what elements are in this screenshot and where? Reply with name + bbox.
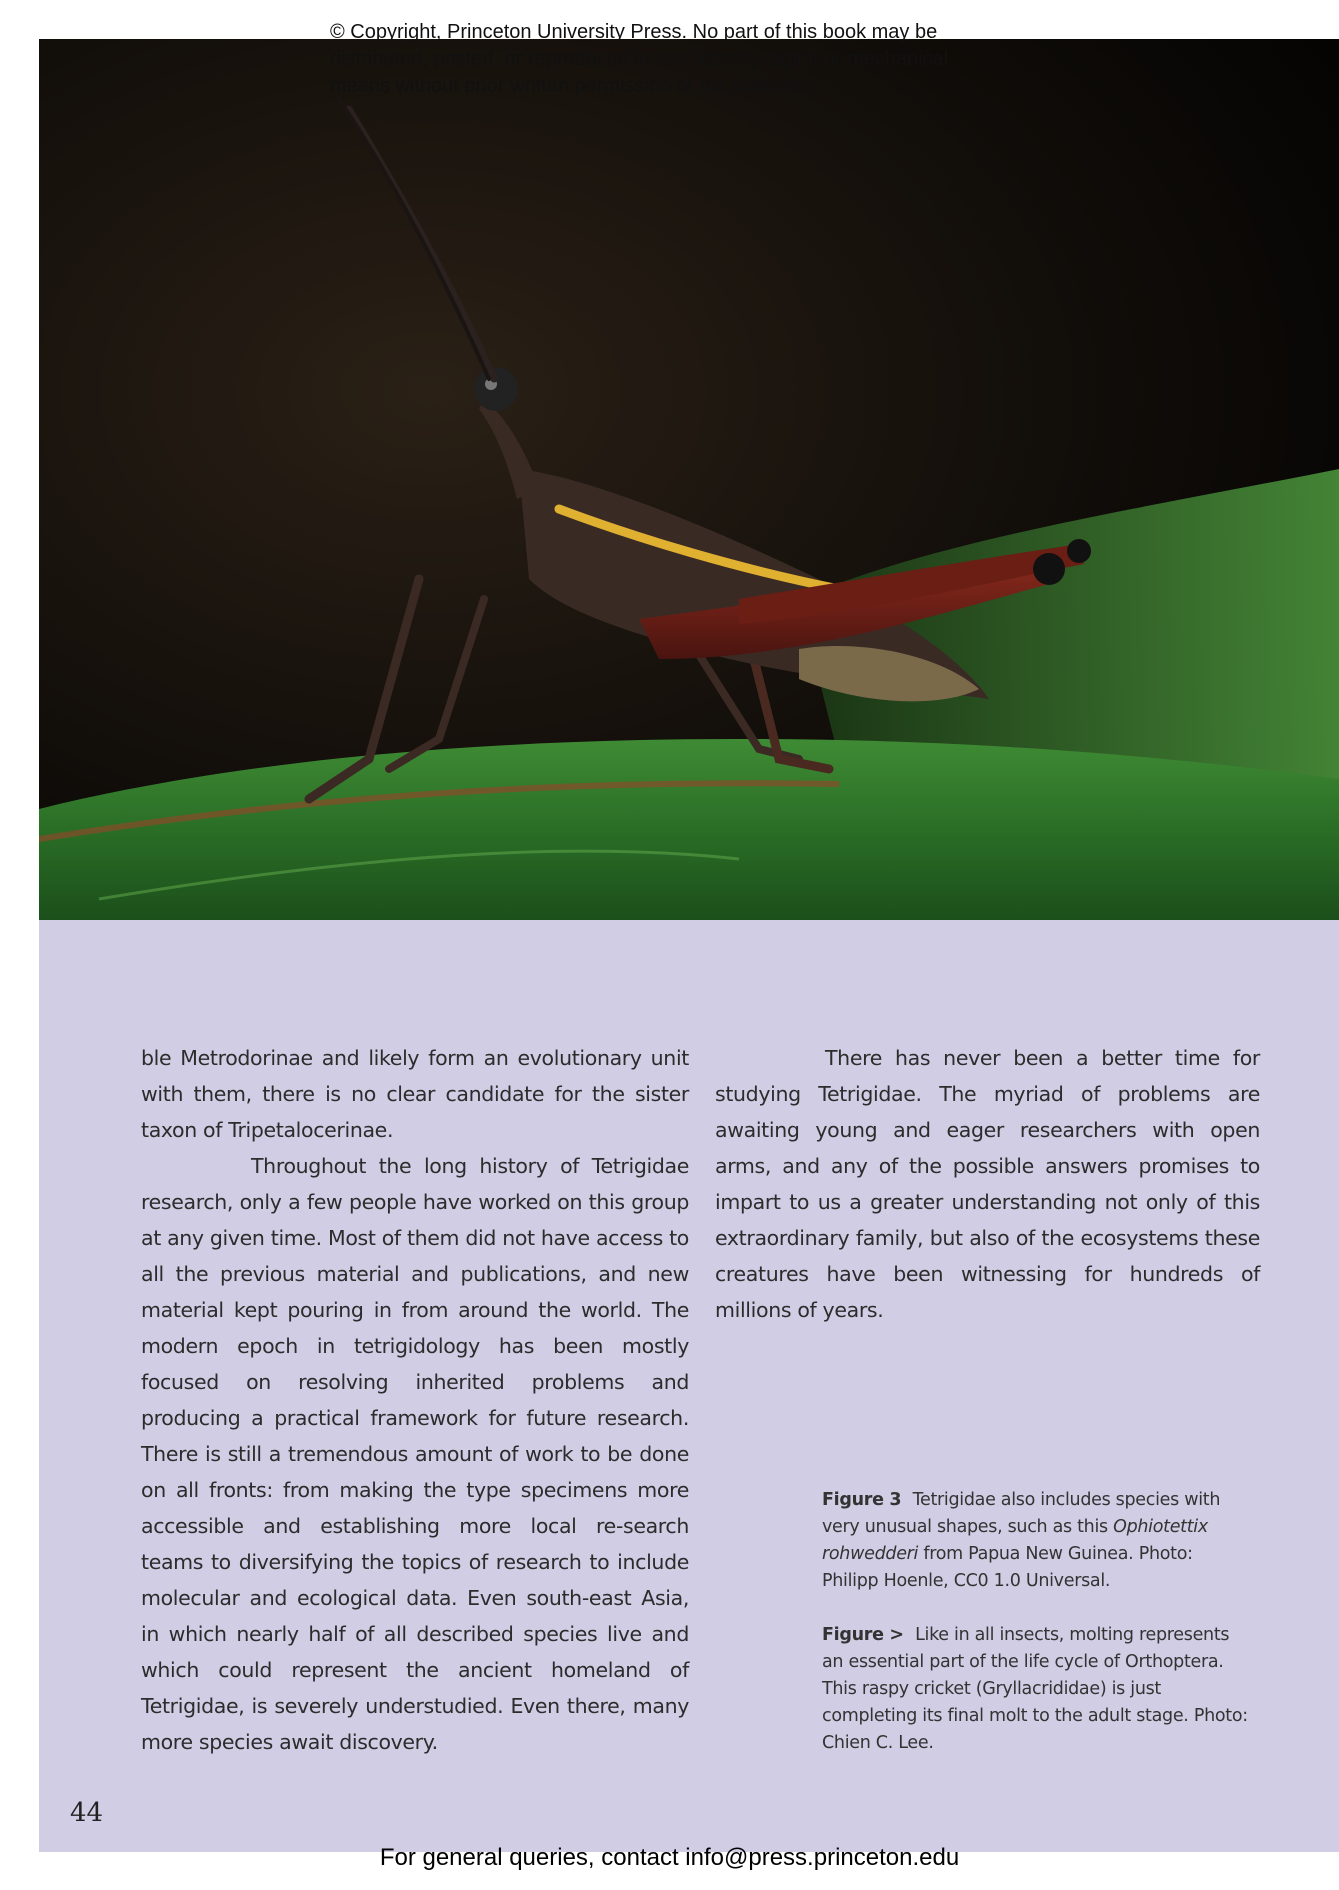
caption-text: from Papua New Guinea. Photo: Philipp Hoenle, CC0 1.0 Universal. (822, 1544, 1193, 1591)
figure-label: Figure 3 (822, 1490, 902, 1510)
figure-3-caption (822, 1487, 1252, 1595)
page-number: 44 (70, 1798, 104, 1828)
body-paragraph: ble Metrodorinae and likely form an evolutionary unit with them, there is no clear candidate for the sister taxon of Tripetalocerinae. (141, 1046, 689, 1142)
footer-contact: For general queries, contact info@press.princeton.edu (379, 1844, 960, 1871)
grasshopper-illustration (39, 39, 1339, 920)
body-paragraph: There has never been a better time for studying Tetrigidae. The myriad of problems are awaiting young and eager researchers with open arms, and any of the possible answers promises to impart to us a greater understanding not only of this extraordinary family, but also of the ecosystems these creatures have been witnessing for hundreds of millions of years. (715, 1046, 1260, 1322)
caption-text: Like in all insects, molting represents an essential part of the life cycle of Orthoptera. This raspy cricket (Gryllacrididae) is just completing its final molt to the adult stage. Photo: Chien C. Lee. (822, 1625, 1248, 1753)
figure-captions (822, 1487, 1252, 1784)
right-text-column (715, 1040, 1260, 1328)
caption-text: Tetrigidae also includes species with very unusual shapes, such as this (822, 1490, 1221, 1537)
species-name: Ophiotettix rohwedderi (822, 1517, 1208, 1564)
left-text-column (141, 1040, 689, 1760)
figure-label: Figure > (822, 1625, 904, 1645)
copyright-line: © Copyright, Princeton University Press. No part of this book may be (330, 21, 938, 43)
copyright-line: distributed, posted, or reproduced in any form by digital or mechanical (330, 48, 949, 70)
copyright-notice (330, 19, 1030, 100)
copyright-line: means without prior written permission of the publisher. (330, 75, 819, 97)
figure-next-caption (822, 1622, 1252, 1757)
grasshopper-photo (39, 39, 1339, 920)
body-paragraph: Throughout the long history of Tetrigidae research, only a few people have worked on this group at any given time. Most of them did not have access to all the previous material and publications, and new material kept pouring in from around the world. The modern epoch in tetrigidology has been mostly focused on resolving inherited problems and producing a practical framework for future research. There is still a tremendous amount of work to be done on all fronts: from making the type specimens more accessible and establishing more local re-search teams to diversifying the topics of research to include molecular and ecological data. Even south-east Asia, in which nearly half of all described species live and which could represent the ancient homeland of Tetrigidae, is severely understudied. Even there, many more species await discovery. (141, 1154, 689, 1754)
